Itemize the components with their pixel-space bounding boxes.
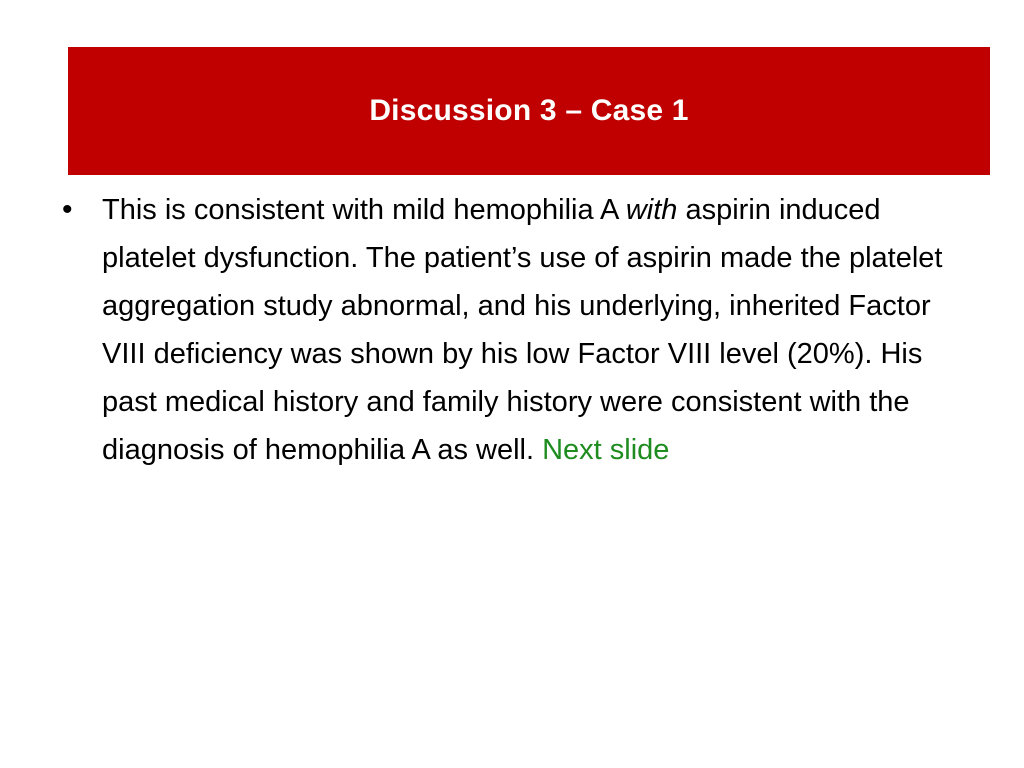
- slide-title: Discussion 3 – Case 1: [369, 94, 689, 127]
- body-text-rest: aspirin induced platelet dysfunction. The patient’s use of aspirin made the platelet aggregation study abnormal, and his underlying, inherited Factor VIII deficiency was shown by his low Factor VIII level (20%). His past medical history and family history were consistent with the diagnosis of hemophilia A as well.: [102, 194, 943, 466]
- title-bar: [68, 47, 990, 175]
- slide-content: [60, 186, 960, 474]
- bullet-text: [102, 186, 960, 474]
- body-text-start: This is consistent with mild hemophilia A: [102, 194, 626, 226]
- bullet-icon: •: [62, 193, 73, 226]
- next-slide-link[interactable]: Next slide: [542, 434, 670, 466]
- bullet-item: [60, 186, 960, 474]
- body-text-italic: with: [625, 194, 678, 226]
